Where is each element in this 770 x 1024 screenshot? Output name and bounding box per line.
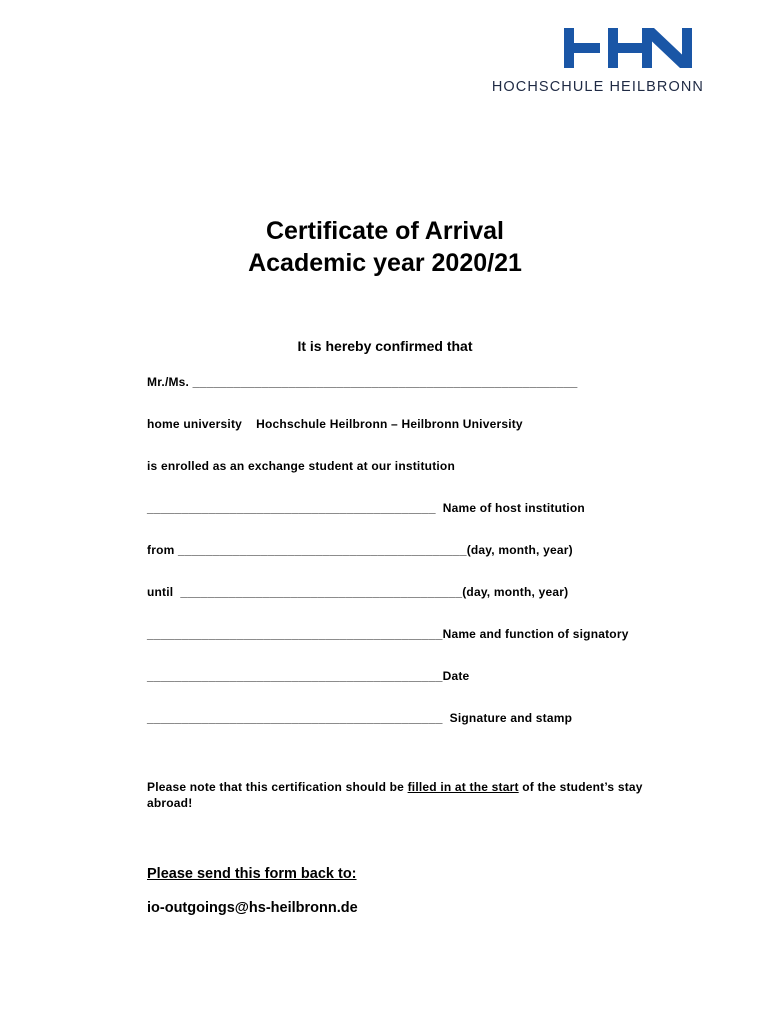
instruction-note <box>147 779 677 811</box>
page-title: Certificate of Arrival <box>265 217 505 245</box>
confirmation-intro: It is hereby confirmed that <box>297 338 473 354</box>
hhn-logo-icon <box>564 28 692 68</box>
until-date-field: until _________________________________________(day, month, year) <box>147 585 569 599</box>
note-text-end: of the student’s stay abroad! <box>147 780 643 810</box>
academic-year-title: Academic year 2020/21 <box>248 249 522 277</box>
signature-stamp-field: ___________________________________________ Signature and stamp <box>147 711 573 725</box>
name-field: Mr./Ms. ________________________________________________________ <box>147 375 578 389</box>
logo-text: HOCHSCHULE HEILBRONN <box>491 79 704 95</box>
from-date-field: from __________________________________________(day, month, year) <box>147 543 573 557</box>
home-university-line: home university Hochschule Heilbronn – Heilbronn University <box>147 417 523 431</box>
host-institution-field: __________________________________________ Name of host institution <box>147 501 585 515</box>
contact-email: io-outgoings@hs-heilbronn.de <box>147 900 358 916</box>
note-emphasis: filled in at the start <box>407 780 519 794</box>
university-logo <box>488 28 704 98</box>
send-back-heading: Please send this form back to: <box>147 866 357 882</box>
note-text-start: Please note that this certification should be <box>147 780 408 794</box>
enrolled-statement: is enrolled as an exchange student at our institution <box>147 459 455 473</box>
date-field: ___________________________________________Date <box>147 669 470 683</box>
signatory-field: ___________________________________________Name and function of signatory <box>147 627 629 641</box>
